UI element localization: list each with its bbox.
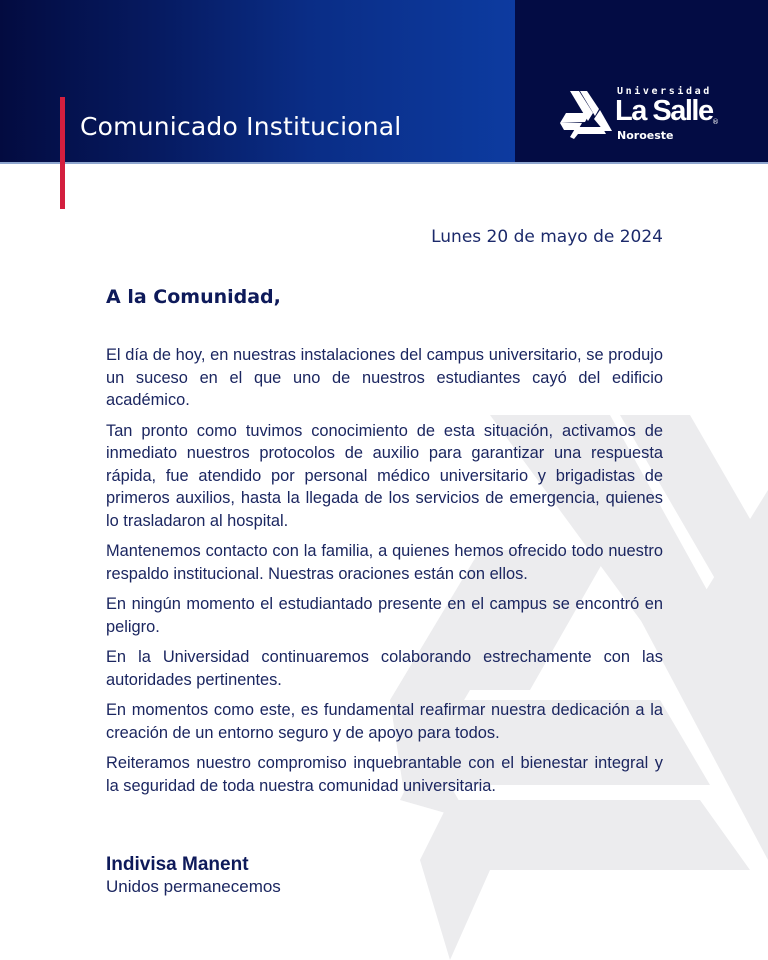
paragraph: Tan pronto como tuvimos conocimiento de esta situación, activamos de inmediato nuestros protocolos de auxilio para garantizar una respuesta rápida, fue atendido por personal médico universitario y brigadistas de primeros auxilios, hasta la llegada de los servicios de emergencia, quienes lo trasladaron al hospital.	[106, 421, 663, 530]
paragraph: Mantenemos contacto con la familia, a quienes hemos ofrecido todo nuestro respaldo institucional. Nuestras oraciones están con ellos.	[106, 542, 663, 583]
letter-body	[106, 344, 663, 805]
logo-la-salle: La Salle	[615, 95, 713, 127]
header-banner	[0, 0, 768, 163]
signature-block	[106, 853, 281, 897]
header-divider	[0, 162, 768, 164]
paragraph: En ningún momento el estudiantado presente en el campus se encontró en peligro.	[106, 595, 663, 636]
logo-registered-mark: ®	[712, 118, 719, 126]
salutation: A la Comunidad,	[106, 286, 281, 308]
la-salle-triangle-logo-icon	[560, 89, 612, 139]
paragraph: Reiteramos nuestro compromiso inquebrantable con el bienestar integral y la seguridad de toda nuestra comunidad universitaria.	[106, 754, 663, 795]
motto-translation: Unidos permanecemos	[106, 877, 281, 896]
accent-bar	[60, 97, 65, 209]
paragraph: En la Universidad continuaremos colaborando estrechamente con las autoridades pertinentes.	[106, 648, 663, 689]
motto: Indivisa Manent	[106, 854, 249, 875]
paragraph: En momentos como este, es fundamental reafirmar nuestra dedicación a la creación de un entorno seguro y de apoyo para todos.	[106, 701, 663, 742]
logo-campus: Noroeste	[617, 129, 674, 142]
letter-date: Lunes 20 de mayo de 2024	[431, 227, 663, 247]
paragraph: El día de hoy, en nuestras instalaciones del campus universitario, se produjo un suceso en el que uno de nuestros estudiantes cayó del edificio académico.	[106, 346, 663, 409]
university-logo	[560, 86, 730, 146]
page-title: Comunicado Institucional	[80, 112, 402, 141]
logo-universidad: Universidad	[617, 86, 712, 97]
